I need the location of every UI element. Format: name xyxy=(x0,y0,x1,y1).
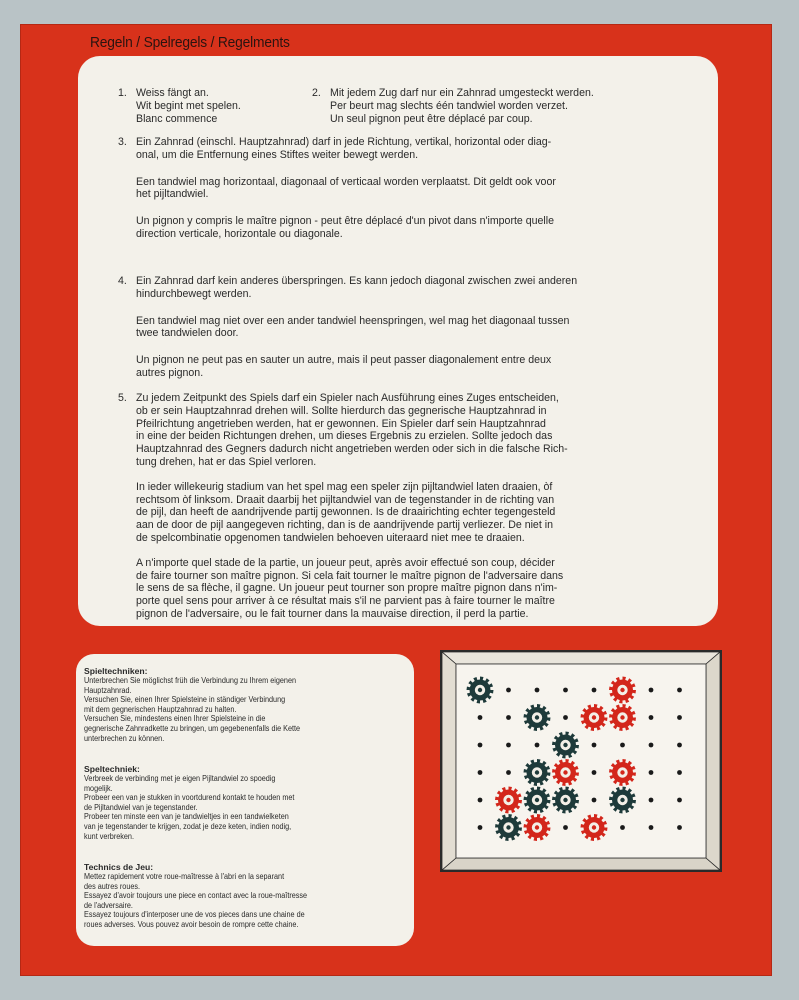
technique-line: gegnerische Zahnradkette zu bringen, um gegebenenfalls die Kette xyxy=(84,723,301,733)
rule-3 xyxy=(136,136,706,241)
technique-line: Mettez rapidement votre roue-maîtresse à l'abri en la separant xyxy=(84,872,285,881)
rule-4-nl: twee tandwielen door. xyxy=(136,327,239,340)
rule-5-de: Zu jedem Zeitpunkt des Spiels darf ein Spieler nach Ausführung eines Zuges entscheiden, xyxy=(136,392,559,404)
game-board xyxy=(442,652,720,870)
technique-line: Essayez d'avoir toujours une piece en contact avec la roue-maîtresse xyxy=(84,891,308,901)
rule-2-line: Mit jedem Zug darf nur ein Zahnrad umgesteckt werden. xyxy=(330,87,594,99)
board-peg xyxy=(478,825,483,830)
rule-3-fr: Un pignon y compris le maître pignon - peut être déplacé d'un pivot dans n'importe quelle xyxy=(136,215,555,228)
board-peg xyxy=(592,688,597,693)
rules-panel xyxy=(78,56,718,626)
technique-line: Hauptzahnrad. xyxy=(84,685,132,695)
board-peg xyxy=(620,825,625,830)
board-peg xyxy=(649,688,654,693)
board-peg xyxy=(649,798,654,803)
rule-5-nl: aan de door de pijl aangegeven richting, dan is de aandrijvende partij verliezer. De niet in xyxy=(136,519,553,532)
rule-5-de: Pfeilrichtung angetrieben werden, hat er gewonnen. Ein Spieler darf sein Hauptzahnrad xyxy=(136,417,546,430)
rule-5-nl: de pijl, dan heeft de aandrijvende partij gewonnen. Is de draairichting echter tegengesteld xyxy=(136,506,556,519)
rule-2-line: Per beurt mag slechts één tandwiel worden verzet. xyxy=(330,99,568,112)
rule-1-line: Wit begint met spelen. xyxy=(136,99,241,112)
dark-gear-icon xyxy=(552,787,579,814)
dark-gear-icon xyxy=(552,732,579,759)
technique-line: Verbreek de verbinding met je eigen Pijltandwiel zo spoedig xyxy=(84,774,276,783)
board-peg xyxy=(649,770,654,775)
red-gear-icon xyxy=(581,814,608,841)
technique-line: de Pijltandwiel van je tegenstander. xyxy=(84,802,198,812)
rule-number: 2. xyxy=(312,87,321,99)
rule-number: 4. xyxy=(118,275,127,287)
board-peg xyxy=(506,743,511,748)
board-peg xyxy=(535,688,540,693)
board-peg xyxy=(677,743,682,748)
board-peg xyxy=(677,798,682,803)
board-peg xyxy=(478,715,483,720)
technique-line: unterbrechen zu können. xyxy=(84,733,165,743)
technique-line: Versuchen Sie, mindestens einen Ihrer Spielsteine in die xyxy=(84,714,266,724)
technique-de xyxy=(84,666,409,743)
rule-3-nl: het pijltandwiel. xyxy=(136,188,209,201)
technique-line: mogelijk. xyxy=(84,783,113,793)
rule-3-fr: direction verticale, horizontale ou diagonale. xyxy=(136,227,343,240)
technique-title: Technics de Jeu: xyxy=(84,862,154,872)
technique-title: Spieltechniken: xyxy=(84,666,148,676)
rule-4 xyxy=(136,275,706,380)
red-gear-icon xyxy=(609,759,636,786)
board-peg xyxy=(677,688,682,693)
rule-1-line: Weiss fängt an. xyxy=(136,87,209,99)
techniques-panel xyxy=(76,654,414,946)
board-peg xyxy=(592,743,597,748)
rule-5-fr: A n'importe quel stade de la partie, un joueur peut, après avoir effectué son coup, décider xyxy=(136,556,555,569)
rule-number: 3. xyxy=(118,136,127,148)
dark-gear-icon xyxy=(524,759,551,786)
board-peg xyxy=(649,825,654,830)
technique-line: de l'adversaire. xyxy=(84,900,133,910)
dark-gear-icon xyxy=(609,787,636,814)
rule-number: 1. xyxy=(118,87,127,99)
rule-5-fr: de faire tourner son maître pignon. Si cela fait tourner le maître pignon de l'adversaire dans xyxy=(136,569,564,582)
red-gear-icon xyxy=(524,814,551,841)
rules-sheet xyxy=(20,24,772,976)
rule-5-fr: porte quel sens pour arriver à ce résultat mais s'il ne parvient pas à faire tourner le maître xyxy=(136,595,555,608)
rule-4-nl: Een tandwiel mag niet over een ander tandwiel heenspringen, wel mag het diagonaal tussen xyxy=(136,314,570,327)
board-frame-top xyxy=(442,652,720,664)
rule-3-de: Ein Zahnrad (einschl. Hauptzahnrad) darf in jede Richtung, vertikal, horizontal oder diag- xyxy=(136,136,552,148)
rule-2-line: Un seul pignon peut être déplacé par coup. xyxy=(330,112,533,125)
rule-5-fr: pignon de l'adversaire, ou le fait tourner dans la mauvaise direction, il perd la partie. xyxy=(136,607,529,620)
rule-5-de: Hauptzahnrad des Gegners dadurch nicht angetrieben werden oder sich in die falsche Rich- xyxy=(136,443,568,456)
board-surface xyxy=(456,664,706,858)
board-peg xyxy=(649,715,654,720)
technique-line: Unterbrechen Sie möglichst früh die Verbindung zu Ihrem eigenen xyxy=(84,676,297,685)
technique-line: des autres roues. xyxy=(84,881,141,891)
board-peg xyxy=(620,743,625,748)
red-gear-icon xyxy=(552,759,579,786)
technique-line: Probeer een van je stukken in voortdurend kontakt te houden met xyxy=(84,793,295,803)
board-peg xyxy=(563,715,568,720)
board-peg xyxy=(506,688,511,693)
board-frame-left xyxy=(442,652,456,870)
rule-4-fr: Un pignon ne peut pas en sauter un autre, mais il peut passer diagonalement entre deux xyxy=(136,354,552,367)
rule-4-fr: autres pignon. xyxy=(136,366,204,379)
technique-line: mit dem gegnerischen Hauptzahnrad zu halten. xyxy=(84,704,237,714)
board-peg xyxy=(677,770,682,775)
rule-5-de: tung drehen, hat er das Spiel verloren. xyxy=(136,455,317,468)
technique-line: van je tegenstander te krijgen, zodat je deze keten, indien nodig, xyxy=(84,821,292,831)
rule-2 xyxy=(330,87,710,125)
board-peg xyxy=(506,715,511,720)
page-title: Regeln / Spelregels / Regelments xyxy=(90,34,290,51)
rule-5-fr: le sens de sa flèche, il gagne. Un joueur peut tourner son propre maître pignon dans n'im- xyxy=(136,582,558,595)
board-frame-bottom xyxy=(442,858,720,870)
board-peg xyxy=(677,825,682,830)
board-peg xyxy=(592,770,597,775)
rule-5-nl: de spelcombinatie opgenomen tandwielen behoeven uiteraard niet mee te draaien. xyxy=(136,531,525,544)
rule-4-de: hindurchbewegt werden. xyxy=(136,287,252,300)
rule-3-de: onal, um die Entfernung eines Stiftes weiter bewegt werden. xyxy=(136,148,419,161)
board-peg xyxy=(649,743,654,748)
rule-3-nl: Een tandwiel mag horizontaal, diagonaal of verticaal worden verplaatst. Dit geldt ook voor xyxy=(136,175,556,188)
rule-5-de: ob er sein Hauptzahnrad drehen will. Sollte hierdurch das gegnerische Hauptzahnrad in xyxy=(136,404,547,417)
board-peg xyxy=(478,798,483,803)
technique-nl xyxy=(84,764,409,841)
technique-line: Essayez toujours d'interposer une de vos pieces dans une chaine de xyxy=(84,910,305,920)
game-board-illustration xyxy=(440,650,722,872)
board-peg xyxy=(677,715,682,720)
rule-1 xyxy=(136,87,336,125)
board-peg xyxy=(535,743,540,748)
board-peg xyxy=(563,688,568,693)
board-peg xyxy=(506,770,511,775)
technique-line: roues adverses. Vous pouvez avoir besoin de rompre cette chaine. xyxy=(84,919,299,929)
board-peg xyxy=(478,743,483,748)
board-peg xyxy=(478,770,483,775)
rule-5 xyxy=(136,392,706,621)
technique-title: Speltechniek: xyxy=(84,764,140,774)
technique-line: Probeer ten minste een van je tandwieltjes in een tandwielketen xyxy=(84,812,289,822)
rule-5-nl: In ieder willekeurig stadium van het spel mag een speler zijn pijltandwiel laten draaien, òf xyxy=(136,480,553,493)
technique-line: kunt verbreken. xyxy=(84,831,134,841)
board-peg xyxy=(563,825,568,830)
dark-gear-icon xyxy=(524,787,551,814)
rule-5-de: in eine der beiden Richtungen drehen, um dieses Ergebnis zu erzielen. Sollte jedoch das xyxy=(136,430,553,443)
rule-number: 5. xyxy=(118,392,127,404)
board-frame-right xyxy=(706,652,720,870)
rule-1-line: Blanc commence xyxy=(136,112,218,125)
board-peg xyxy=(592,798,597,803)
rule-4-de: Ein Zahnrad darf kein anderes überspringen. Es kann jedoch diagonal zwischen zwei anderen xyxy=(136,275,578,287)
technique-fr xyxy=(84,862,409,930)
rule-5-nl: rechtsom òf linksom. Draait daarbij het pijltandwiel van de tegenstander in de richting van xyxy=(136,493,555,506)
technique-line: Versuchen Sie, einen Ihrer Spielsteine in ständiger Verbindung xyxy=(84,695,286,705)
